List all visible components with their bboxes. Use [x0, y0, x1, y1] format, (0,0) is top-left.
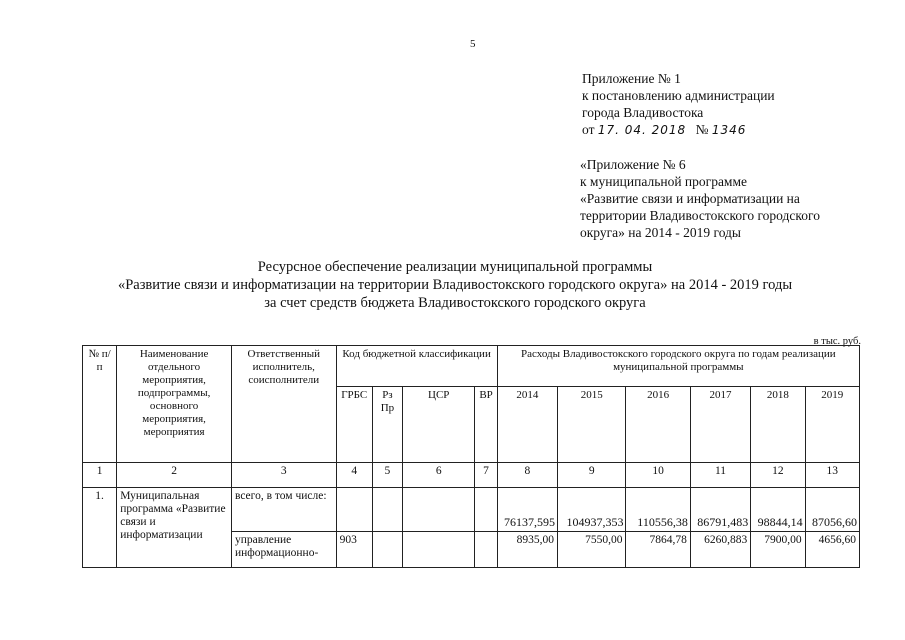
- row-vr: [475, 532, 497, 568]
- row-rzpr: [372, 532, 402, 568]
- row-value-2018: 7900,00: [751, 532, 805, 568]
- units-label: в тыс. руб.: [813, 336, 861, 347]
- handwritten-date: 17. 04. 2018: [597, 123, 687, 137]
- column-number: 8: [497, 463, 557, 488]
- appendix-6-line3: «Развитие связи и информатизации на: [580, 191, 800, 206]
- column-number: 5: [372, 463, 402, 488]
- header-csr: ЦСР: [403, 387, 475, 463]
- row-vr: [475, 488, 497, 532]
- appendix-6-title: «Приложение № 6: [580, 157, 686, 172]
- header-year-2014: 2014: [497, 387, 557, 463]
- row-value-2019: 87056,60: [805, 488, 859, 532]
- appendix-6-line4: территории Владивостокского городского: [580, 208, 820, 223]
- row-grbs: [336, 488, 372, 532]
- row-executor: всего, в том числе:: [231, 488, 336, 532]
- budget-table: [82, 345, 860, 568]
- document-title: [110, 258, 800, 312]
- row-value-2016: 110556,38: [626, 488, 690, 532]
- header-executor: Ответственный исполнитель, соисполнители: [231, 346, 336, 463]
- column-number: 7: [475, 463, 497, 488]
- page-number: 5: [470, 38, 476, 50]
- appendix-1-line2: к постановлению администрации: [582, 88, 775, 103]
- row-value-2014: 76137,595: [497, 488, 557, 532]
- appendix-6-line5: округа» на 2014 - 2019 годы: [580, 225, 741, 240]
- title-line-2: «Развитие связи и информатизации на территории Владивостокского городского округа» на 2014 - 2019 годы: [117, 277, 793, 293]
- row-number: 1.: [83, 488, 117, 568]
- header-vr: ВР: [475, 387, 497, 463]
- column-number: 13: [805, 463, 859, 488]
- column-number: 12: [751, 463, 805, 488]
- handwritten-number: 1346: [711, 123, 747, 137]
- column-number-row: [83, 463, 860, 488]
- column-number: 6: [403, 463, 475, 488]
- header-code-group: Код бюджетной классификации: [336, 346, 497, 387]
- appendix-1-line3: города Владивостока: [582, 105, 704, 120]
- header-expenses-group: Расходы Владивостокского городского округа по годам реализации муниципальной программы: [497, 346, 859, 387]
- column-number: 4: [336, 463, 372, 488]
- row-csr: [403, 488, 475, 532]
- row-executor: управление информационно-: [231, 532, 336, 568]
- header-name: Наименование отдельного мероприятия, подпрограммы, основного мероприятия, мероприятия: [117, 346, 232, 463]
- header-grbs: ГРБС: [336, 387, 372, 463]
- column-number: 3: [231, 463, 336, 488]
- appendix-1-block: [582, 70, 775, 139]
- column-number: 10: [626, 463, 690, 488]
- header-year-2015: 2015: [558, 387, 626, 463]
- row-value-2019: 4656,60: [805, 532, 859, 568]
- row-value-2015: 7550,00: [558, 532, 626, 568]
- header-year-2016: 2016: [626, 387, 690, 463]
- appendix-1-title: Приложение № 1: [582, 71, 681, 86]
- column-number: 11: [690, 463, 750, 488]
- table-row: [83, 488, 860, 532]
- appendix-6-block: [580, 156, 820, 241]
- row-value-2015: 104937,353: [558, 488, 626, 532]
- header-year-2017: 2017: [690, 387, 750, 463]
- title-line-3: за счет средств бюджета Владивостокского городского округа: [264, 295, 646, 311]
- column-number: 9: [558, 463, 626, 488]
- header-year-2018: 2018: [751, 387, 805, 463]
- row-value-2014: 8935,00: [497, 532, 557, 568]
- number-label: №: [695, 122, 709, 137]
- column-number: 2: [117, 463, 232, 488]
- header-year-2019: 2019: [805, 387, 859, 463]
- row-value-2018: 98844,14: [751, 488, 805, 532]
- row-rzpr: [372, 488, 402, 532]
- row-value-2017: 86791,483: [690, 488, 750, 532]
- header-no: № п/п: [83, 346, 117, 463]
- appendix-1-date-line: [582, 121, 775, 139]
- row-program-name: Муниципальная программа «Развитие связи и информатизации: [117, 488, 232, 568]
- header-row-1: [83, 346, 860, 387]
- header-rzpr: Рз Пр: [372, 387, 402, 463]
- row-value-2016: 7864,78: [626, 532, 690, 568]
- row-csr: [403, 532, 475, 568]
- column-number: 1: [83, 463, 117, 488]
- row-value-2017: 6260,883: [690, 532, 750, 568]
- from-label: от: [582, 122, 595, 137]
- row-grbs: 903: [336, 532, 372, 568]
- appendix-6-line2: к муниципальной программе: [580, 174, 748, 189]
- title-line-1: Ресурсное обеспечение реализации муниципальной программы: [257, 259, 653, 275]
